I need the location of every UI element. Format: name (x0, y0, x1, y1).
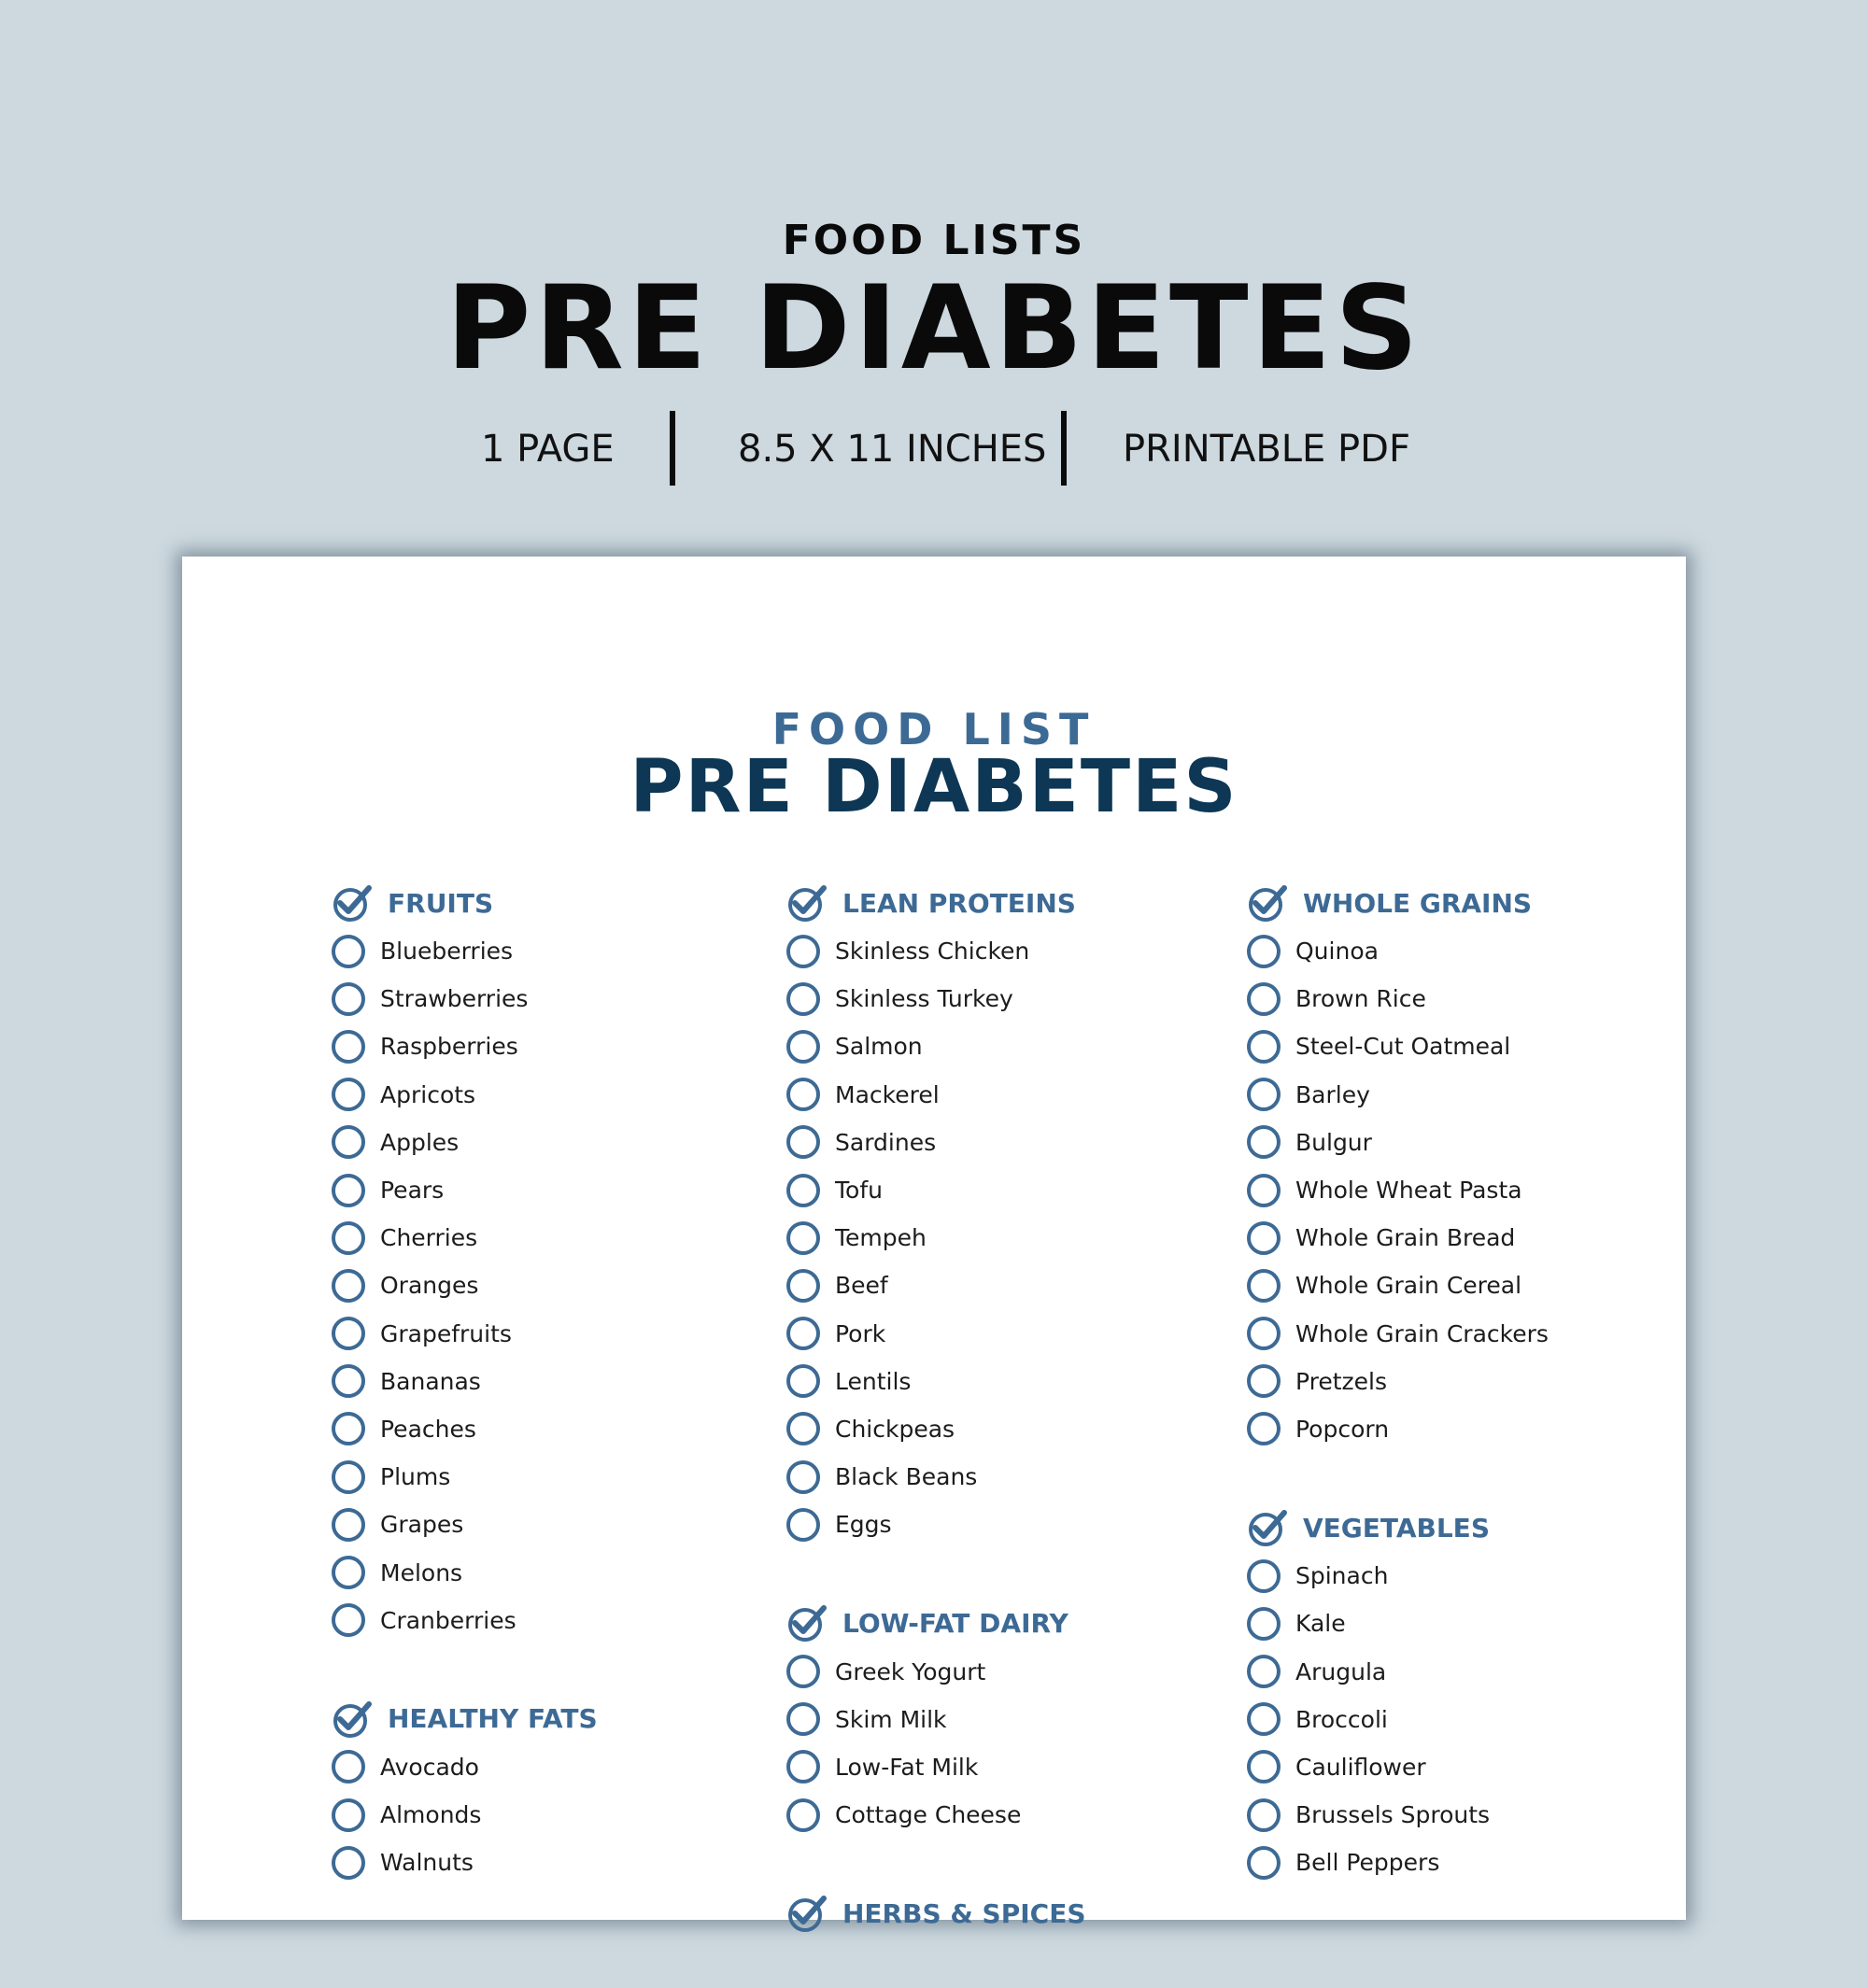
food-list-item[interactable] (1247, 1405, 1686, 1453)
checkbox-circle-icon[interactable] (786, 1364, 820, 1398)
document-title: PRE DIABETES (630, 745, 1238, 829)
food-item-label: Plums (380, 1463, 451, 1491)
section-title: VEGETABLES (1303, 1512, 1490, 1544)
section-title: LOW-FAT DAIRY (842, 1607, 1068, 1639)
food-item-label: Black Beans (835, 1463, 978, 1491)
checkbox-circle-icon[interactable] (786, 1269, 820, 1303)
food-section (1247, 879, 1686, 1453)
food-list-item[interactable] (332, 1501, 771, 1548)
food-list-item[interactable] (786, 1022, 1225, 1070)
food-item-label: Popcorn (1295, 1415, 1390, 1443)
food-list-item[interactable] (786, 927, 1225, 975)
checkbox-circle-icon[interactable] (1247, 1607, 1281, 1641)
food-list-item[interactable] (786, 1071, 1225, 1119)
food-item-label: Salmon (835, 1033, 923, 1061)
checkbox-circle-icon[interactable] (332, 1798, 365, 1832)
food-list-item[interactable] (1247, 1696, 1686, 1743)
food-item-label: Whole Grain Crackers (1295, 1319, 1549, 1347)
food-item-label: Sardines (835, 1128, 937, 1156)
food-list-item[interactable] (786, 1647, 1225, 1695)
food-list-item[interactable] (786, 1696, 1225, 1743)
food-item-label: Chickpeas (835, 1415, 955, 1443)
food-item-label: Bell Peppers (1295, 1849, 1440, 1877)
spec-divider (1061, 411, 1067, 486)
food-list-item[interactable] (332, 1262, 771, 1309)
checkbox-circle-icon[interactable] (786, 1030, 820, 1064)
food-item-label: Barley (1295, 1080, 1370, 1108)
food-list-item[interactable] (1247, 1119, 1686, 1166)
food-item-label: Whole Grain Bread (1295, 1224, 1516, 1252)
section-header (332, 1695, 771, 1743)
checkbox-circle-icon[interactable] (332, 1078, 365, 1111)
check-circle-icon (332, 882, 373, 924)
food-list-item[interactable] (1247, 975, 1686, 1022)
food-item-label: Skim Milk (835, 1705, 947, 1733)
checkbox-circle-icon[interactable] (786, 1317, 820, 1350)
section-title: HERBS & SPICES (842, 1897, 1086, 1929)
section-header (786, 1889, 1225, 1938)
checkbox-circle-icon[interactable] (1247, 1317, 1281, 1350)
spec-divider (670, 411, 675, 486)
food-list-item[interactable] (1247, 1743, 1686, 1791)
food-item-label: Broccoli (1295, 1705, 1388, 1733)
food-item-label: Mackerel (835, 1080, 940, 1108)
checkbox-circle-icon[interactable] (1247, 1078, 1281, 1111)
checkbox-circle-icon[interactable] (786, 1508, 820, 1542)
food-item-label: Pork (835, 1319, 886, 1347)
check-circle-icon (332, 1699, 373, 1740)
check-circle-icon (786, 1893, 828, 1934)
checkbox-circle-icon[interactable] (1247, 1125, 1281, 1159)
food-item-label: Cauliflower (1295, 1753, 1426, 1781)
food-item-label: Whole Grain Cereal (1295, 1272, 1522, 1300)
food-item-label: Avocado (380, 1753, 479, 1781)
food-item-label: Almonds (380, 1801, 482, 1829)
checkbox-circle-icon[interactable] (786, 1125, 820, 1159)
food-list-item[interactable] (786, 1791, 1225, 1839)
food-item-label: Pears (380, 1177, 445, 1205)
food-list-item[interactable] (786, 1262, 1225, 1309)
checkbox-circle-icon[interactable] (332, 1556, 365, 1589)
food-item-label: Blueberries (380, 938, 514, 966)
checkbox-circle-icon[interactable] (1247, 935, 1281, 968)
section-title: HEALTHY FATS (388, 1703, 598, 1735)
food-item-label: Raspberries (380, 1033, 518, 1061)
checkbox-circle-icon[interactable] (786, 1460, 820, 1494)
checkbox-circle-icon[interactable] (332, 1125, 365, 1159)
food-list-item[interactable] (332, 1453, 771, 1501)
section-header (1247, 879, 1686, 927)
checkbox-circle-icon[interactable] (332, 1750, 365, 1784)
food-list-item[interactable] (332, 1839, 771, 1886)
food-list-item[interactable] (1247, 1071, 1686, 1119)
spec-pages: 1 PAGE (481, 428, 615, 471)
check-circle-icon (786, 1602, 828, 1643)
food-item-label: Greek Yogurt (835, 1657, 986, 1685)
checkbox-circle-icon[interactable] (786, 1174, 820, 1207)
food-item-label: Lentils (835, 1367, 912, 1395)
checkbox-circle-icon[interactable] (1247, 1221, 1281, 1255)
food-item-label: Melons (380, 1558, 463, 1586)
checkbox-circle-icon[interactable] (332, 1364, 365, 1398)
food-list-item[interactable] (786, 975, 1225, 1022)
food-item-label: Bulgur (1295, 1128, 1372, 1156)
food-item-label: Tempeh (835, 1224, 927, 1252)
checkbox-circle-icon[interactable] (332, 982, 365, 1016)
food-item-label: Low-Fat Milk (835, 1753, 979, 1781)
checkbox-circle-icon[interactable] (1247, 1269, 1281, 1303)
checkbox-circle-icon[interactable] (1247, 1559, 1281, 1593)
food-item-label: Beef (835, 1272, 888, 1300)
food-item-label: Skinless Chicken (835, 938, 1030, 966)
food-section (786, 1889, 1225, 1938)
checkbox-circle-icon[interactable] (786, 1750, 820, 1784)
check-circle-icon (1247, 882, 1288, 924)
printable-sheet (182, 557, 1686, 1929)
food-list-item[interactable] (786, 1358, 1225, 1405)
header-title: PRE DIABETES (446, 261, 1422, 396)
checkbox-circle-icon[interactable] (332, 1317, 365, 1350)
food-item-label: Cranberries (380, 1606, 517, 1634)
food-list-item[interactable] (332, 1548, 771, 1596)
check-circle-icon (1247, 1507, 1288, 1548)
spec-format: PRINTABLE PDF (1123, 428, 1410, 471)
checkbox-circle-icon[interactable] (786, 1412, 820, 1445)
checkbox-circle-icon[interactable] (786, 982, 820, 1016)
food-section (332, 879, 771, 1644)
checkbox-circle-icon[interactable] (332, 1174, 365, 1207)
food-item-label: Apricots (380, 1080, 476, 1108)
food-column (786, 879, 1225, 1988)
checkbox-circle-icon[interactable] (332, 1603, 365, 1637)
checkbox-circle-icon[interactable] (786, 1702, 820, 1736)
food-list-item[interactable] (332, 1743, 771, 1791)
section-title: LEAN PROTEINS (842, 887, 1076, 919)
food-section (1247, 1503, 1686, 1886)
food-item-label: Eggs (835, 1511, 892, 1539)
food-item-label: Arugula (1295, 1657, 1387, 1685)
food-list-item[interactable] (1247, 927, 1686, 975)
checkbox-circle-icon[interactable] (332, 1846, 365, 1880)
food-list-item[interactable] (1247, 1791, 1686, 1839)
checkbox-circle-icon[interactable] (1247, 1174, 1281, 1207)
food-list-item[interactable] (332, 1214, 771, 1262)
section-header (332, 879, 771, 927)
food-item-label: Kale (1295, 1610, 1346, 1638)
document-kicker: FOOD LIST (771, 704, 1097, 754)
food-list-item[interactable] (786, 1405, 1225, 1453)
food-item-label: Spinach (1295, 1562, 1389, 1590)
food-section (786, 879, 1225, 1548)
food-column (332, 879, 771, 1937)
checkbox-circle-icon[interactable] (786, 1798, 820, 1832)
checkbox-circle-icon[interactable] (1247, 1030, 1281, 1064)
food-list-item[interactable] (1247, 1552, 1686, 1600)
food-list-item[interactable] (1247, 1647, 1686, 1695)
food-list-item[interactable] (332, 1119, 771, 1166)
checkbox-circle-icon[interactable] (332, 935, 365, 968)
food-list-item[interactable] (332, 927, 771, 975)
food-item-label: Grapes (380, 1511, 464, 1539)
checkbox-circle-icon[interactable] (332, 1030, 365, 1064)
checkbox-circle-icon[interactable] (786, 935, 820, 968)
food-list-item[interactable] (786, 1310, 1225, 1358)
section-title: WHOLE GRAINS (1303, 887, 1533, 919)
checkbox-circle-icon[interactable] (1247, 1750, 1281, 1784)
food-list-item[interactable] (786, 1501, 1225, 1548)
food-list-item[interactable] (332, 1166, 771, 1214)
section-header (1247, 1503, 1686, 1552)
section-header (786, 879, 1225, 927)
checkbox-circle-icon[interactable] (1247, 1702, 1281, 1736)
spec-size: 8.5 X 11 INCHES (738, 428, 1047, 471)
food-item-label: Walnuts (380, 1849, 474, 1877)
food-list-item[interactable] (786, 1453, 1225, 1501)
checkbox-circle-icon[interactable] (786, 1655, 820, 1688)
food-item-label: Cottage Cheese (835, 1801, 1022, 1829)
food-list-item[interactable] (332, 1358, 771, 1405)
checkbox-circle-icon[interactable] (1247, 1412, 1281, 1445)
checkbox-circle-icon[interactable] (786, 1078, 820, 1111)
food-list-item[interactable] (332, 975, 771, 1022)
food-list-item[interactable] (332, 1022, 771, 1070)
food-item-label: Tofu (835, 1177, 883, 1205)
checkbox-circle-icon[interactable] (332, 1508, 365, 1542)
food-item-label: Apples (380, 1128, 460, 1156)
section-title: FRUITS (388, 887, 494, 919)
header-kicker: FOOD LISTS (782, 217, 1086, 264)
checkbox-circle-icon[interactable] (1247, 1655, 1281, 1688)
food-item-label: Cherries (380, 1224, 478, 1252)
food-item-label: Quinoa (1295, 938, 1379, 966)
food-item-label: Pretzels (1295, 1367, 1388, 1395)
checkbox-circle-icon[interactable] (332, 1269, 365, 1303)
checkbox-circle-icon[interactable] (1247, 982, 1281, 1016)
food-list-item[interactable] (786, 1743, 1225, 1791)
food-list-item[interactable] (786, 1119, 1225, 1166)
food-list-item[interactable] (332, 1791, 771, 1839)
food-section (786, 1599, 1225, 1839)
food-list-item[interactable] (1247, 1600, 1686, 1647)
food-list-item[interactable] (1247, 1022, 1686, 1070)
food-list-item[interactable] (332, 1597, 771, 1644)
food-column (1247, 879, 1686, 1937)
food-list-item[interactable] (1247, 1839, 1686, 1886)
food-item-label: Oranges (380, 1272, 479, 1300)
food-list-item[interactable] (786, 1214, 1225, 1262)
food-item-label: Bananas (380, 1367, 481, 1395)
food-item-label: Brussels Sprouts (1295, 1801, 1491, 1829)
product-header (0, 0, 1868, 523)
food-item-label: Brown Rice (1295, 985, 1426, 1013)
food-list-item[interactable] (1247, 1358, 1686, 1405)
food-list-item[interactable] (1247, 1310, 1686, 1358)
food-section (332, 1695, 771, 1887)
food-item-label: Whole Wheat Pasta (1295, 1177, 1522, 1205)
food-list-item[interactable] (332, 1071, 771, 1119)
checkbox-circle-icon[interactable] (1247, 1364, 1281, 1398)
food-item-label: Strawberries (380, 985, 529, 1013)
section-header (786, 1599, 1225, 1647)
food-item-label: Skinless Turkey (835, 985, 1013, 1013)
food-list-item[interactable] (332, 1310, 771, 1358)
checkbox-circle-icon[interactable] (1247, 1846, 1281, 1880)
check-circle-icon (786, 882, 828, 924)
food-item-label: Grapefruits (380, 1319, 512, 1347)
food-list-item[interactable] (1247, 1262, 1686, 1309)
food-list-item[interactable] (332, 1405, 771, 1453)
food-list-item[interactable] (1247, 1214, 1686, 1262)
checkbox-circle-icon[interactable] (332, 1460, 365, 1494)
food-list-item[interactable] (1247, 1166, 1686, 1214)
food-item-label: Peaches (380, 1415, 476, 1443)
checkbox-circle-icon[interactable] (786, 1221, 820, 1255)
checkbox-circle-icon[interactable] (1247, 1798, 1281, 1832)
food-list-item[interactable] (786, 1166, 1225, 1214)
checkbox-circle-icon[interactable] (332, 1412, 365, 1445)
food-item-label: Steel-Cut Oatmeal (1295, 1033, 1511, 1061)
spec-row (0, 411, 1868, 487)
checkbox-circle-icon[interactable] (332, 1221, 365, 1255)
